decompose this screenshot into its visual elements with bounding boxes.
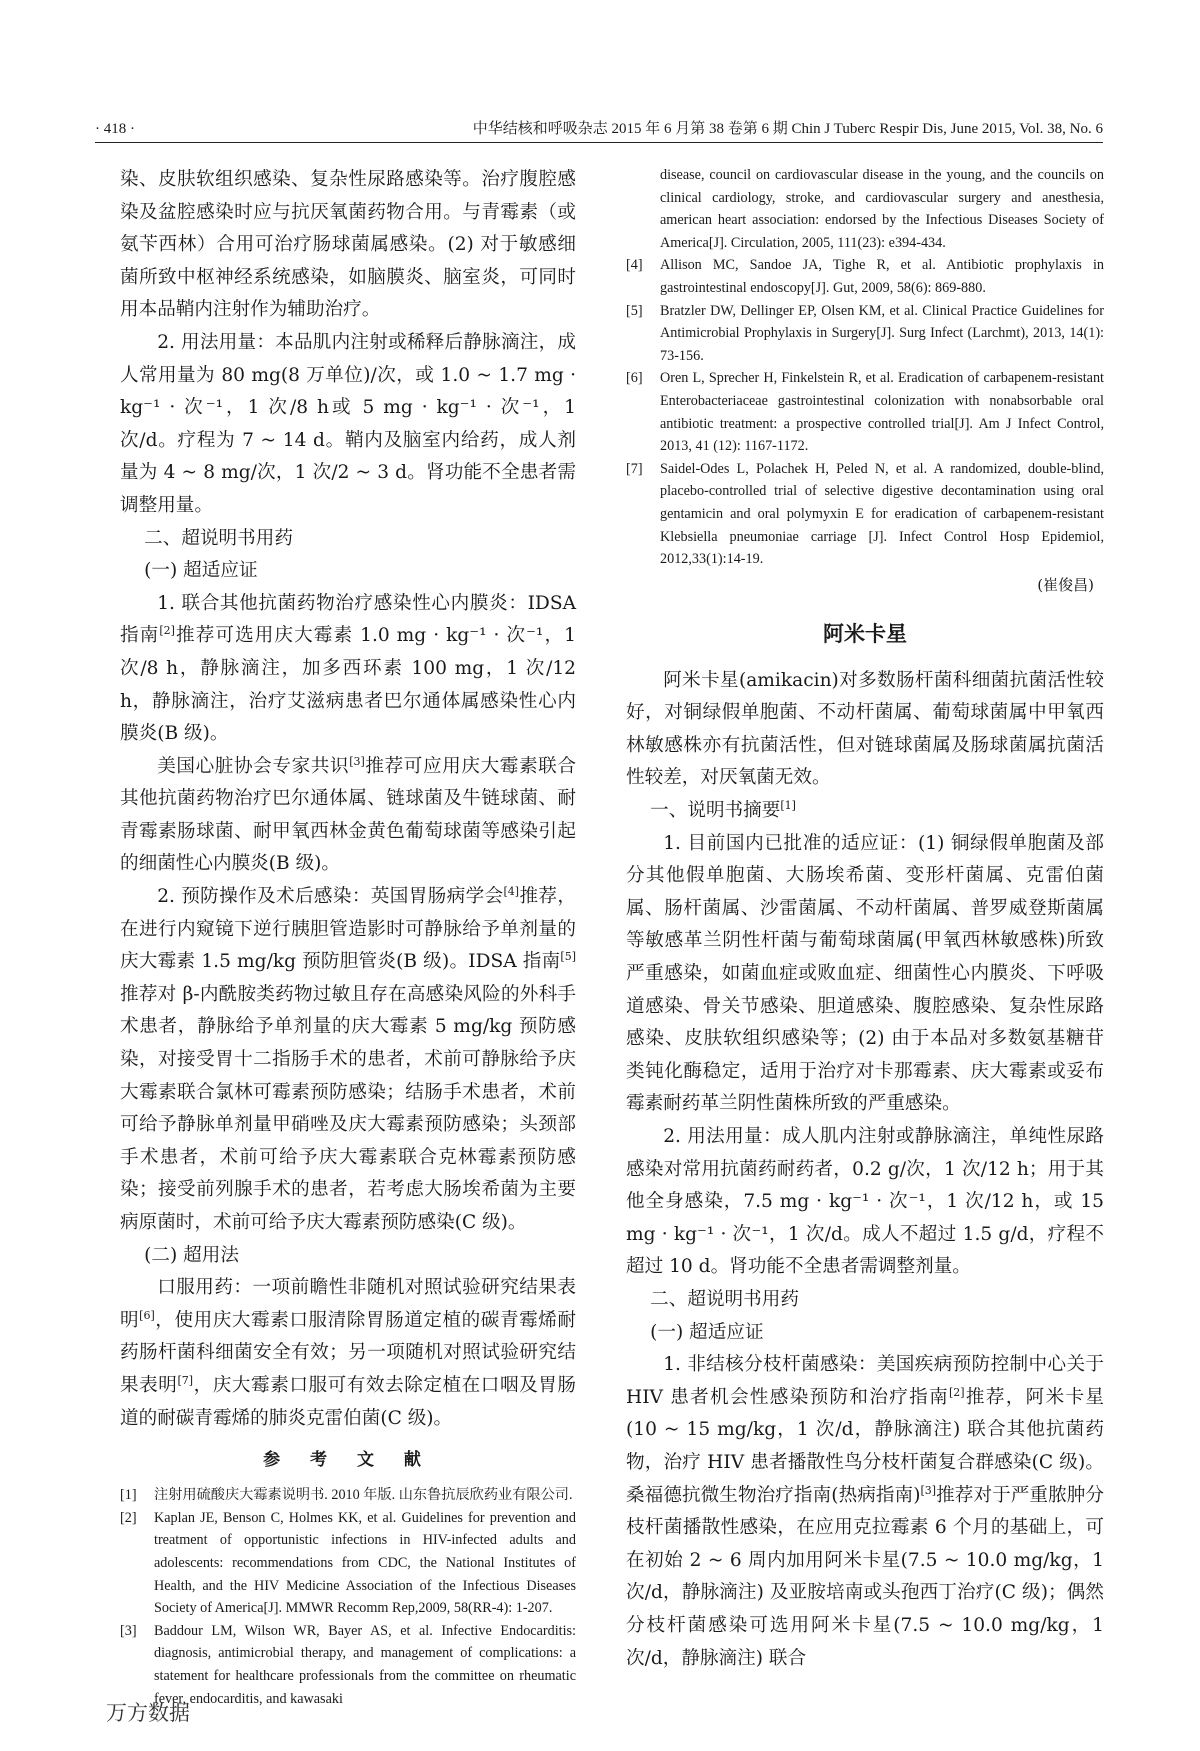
paragraph: [626, 1349, 1104, 1675]
citation-ref: [2]: [949, 1385, 965, 1399]
reference-text: Oren L, Sprecher H, Finkelstein R, et al. Eradication of carbapenem-resistant Enterobacteriaceae gastrointestinal colonization with nonabsorbable oral antibiotic treatment: a prospective controlled trial[J]. Am J Infect Control, 2013, 41 (12): 1167-1172.: [660, 370, 1104, 455]
paragraph: 1. 目前国内已批准的适应证：(1) 铜绿假单胞菌及部分其他假单胞菌、大肠埃希菌、变形杆菌属、克雷伯菌属、肠杆菌属、沙雷菌属、不动杆菌属、普罗威登斯菌属等敏感革兰阴性杆菌与葡萄球菌属(甲氧西林敏感株)所致严重感染，如菌血症或败血症、细菌性心内膜炎、下呼吸道感染、骨关节感染、胆道感染、腹腔感染、复杂性尿路感染、皮肤软组织感染等；(2) 由于本品对多数氨基糖苷类钝化酶稳定，适用于治疗对卡那霉素、庆大霉素或妥布霉素耐药革兰阴性菌株所致的严重感染。: [626, 832, 1104, 1115]
paragraph: 染、皮肤软组织感染、复杂性尿路感染等。治疗腹腔感染及盆腔感染时应与抗厌氧菌药物合用。与青霉素（或氨苄西林）合用可治疗肠球菌属感染。(2) 对于敏感细菌所致中枢神经系统感染，如脑膜炎、脑室炎，可同时用本品鞘内注射作为辅助治疗。: [120, 169, 576, 321]
paragraph: 2. 用法用量：成人肌内注射或静脉滴注，单纯性尿路感染对常用抗菌药耐药者，0.2 g/次，1 次/12 h；用于其他全身感染，7.5 mg · kg⁻¹ · 次⁻¹，1 次/12 h，或 15 mg · kg⁻¹ · 次⁻¹，1 次/d。成人不超过 1.5 g/d，疗程不超过 10 d。肾功能不全患者需调整剂量。: [626, 1126, 1104, 1278]
paragraph: [120, 881, 576, 1240]
reference-text: disease, council on cardiovascular disease in the young, and the councils on clinical cardiology, stroke, and cardiovascular surgery and anesthesia, american heart association: endorsed by the Infectious Diseases Society of America[J]. Circulation, 2005, 111(23): e394-434.: [660, 167, 1104, 251]
citation-ref: [1]: [780, 798, 796, 812]
text-run: 推荐，在进行内窥镜下逆行胰胆管造影时可静脉给予单剂量的庆大霉素 1.5 mg/kg 预防胆管炎(B 级)。IDSA 指南: [120, 886, 576, 973]
drug-section-title: 阿米卡星: [823, 621, 907, 646]
reference-number: [4]: [626, 257, 643, 274]
text-run: 1. 联合其他抗菌药物治疗感染性心内膜炎：IDSA 指南: [120, 592, 576, 647]
citation-ref: [2]: [159, 624, 175, 638]
database-watermark: 万方数据: [106, 1701, 190, 1725]
reference-item-continued: [626, 164, 1104, 254]
reference-number: [1]: [120, 1487, 137, 1504]
left-column: [120, 164, 576, 1710]
text-run: 推荐对 β-内酰胺类药物过敏且存在高感染风险的外科手术患者，静脉给予单剂量的庆大霉素 5 mg/kg 预防感染，对接受胃十二指肠手术的患者，术前可静脉给予庆大霉素联合氯林可霉素预防感染；结肠手术患者，术前可给予静脉单剂量甲硝唑及庆大霉素预防感染；头颈部手术患者，术前可给予庆大霉素联合克林霉素预防感染；接受前列腺手术的患者，若考虑大肠埃希菌为主要病原菌时，术前可给予庆大霉素预防感染(C 级)。: [120, 983, 576, 1233]
text-run: 2. 预防操作及术后感染：英国胃肠病学会: [157, 886, 504, 908]
citation-ref: [4]: [503, 884, 520, 898]
section-heading: [626, 795, 1104, 828]
right-column: [626, 164, 1104, 1675]
citation-ref: [6]: [139, 1308, 155, 1322]
journal-citation: 中华结核和呼吸杂志 2015 年 6 月第 38 卷第 6 期 Chin J Tuberc Respir Dis, June 2015, Vol. 38, No. 6: [472, 121, 1103, 137]
text-run: 1. 非结核分枝杆菌感染：美国疾病预防控制中心关于 HIV 患者机会性感染预防和治疗指南: [626, 1354, 1104, 1408]
author-signoff: (崔俊昌): [1037, 575, 1094, 594]
paragraph: [120, 588, 576, 751]
references-title: 参 考 文 献: [263, 1450, 433, 1471]
reference-number: [6]: [626, 370, 643, 387]
paragraph: 阿米卡星(amikacin)对多数肠杆菌科细菌抗菌活性较好，对铜绿假单胞菌、不动杆菌属、葡萄球菌属中甲氧西林敏感株亦有抗菌活性，但对链球菌属及肠球菌属抗菌活性较差，对厌氧菌无效。: [626, 669, 1104, 789]
reference-text: Bratzler DW, Dellinger EP, Olsen KM, et al. Clinical Practice Guidelines for Antimicrobial Prophylaxis in Surgery[J]. Surg Infect (Larchmt), 2013, 14(1): 73-156.: [660, 302, 1104, 364]
text-run: 推荐可选用庆大霉素 1.0 mg · kg⁻¹ · 次⁻¹，1 次/8 h，静脉滴注，加多西环素 100 mg，1 次/12 h，静脉滴注，治疗艾滋病患者巴尔通体属感染性心内膜炎(B 级)。: [120, 625, 576, 745]
reference-text: Allison MC, Sandoe JA, Tighe R, et al. Antibiotic prophylaxis in gastrointestinal endoscopy[J]. Gut, 2009, 58(6): 869-880.: [660, 257, 1104, 296]
text-run: ，庆大霉素口服可有效去除定植在口咽及胃肠道的耐碳青霉烯的肺炎克雷伯菌(C 级)。: [120, 1374, 576, 1429]
reference-number: [2]: [120, 1509, 137, 1526]
reference-number: [3]: [120, 1622, 137, 1639]
paragraph: [120, 1272, 576, 1435]
text-run: ，使用庆大霉素口服清除胃肠道定植的碳青霉烯耐药肠杆菌科细菌安全有效；另一项随机对照试验研究结果表明: [120, 1309, 576, 1396]
page-number: · 418 ·: [95, 121, 135, 137]
reference-text: Saidel-Odes L, Polachek H, Peled N, et al. A randomized, double-blind, placebo-controlled trial of selective digestive decontamination using oral gentamicin and oral polymyxin E for eradication of carbapenem-resistant Klebsiella pneumoniae carriage [J]. Infect Control Hosp Epidemiol, 2012,33(1):14-19.: [660, 460, 1104, 568]
text-run: 口服用药：一项前瞻性非随机对照试验研究结果表明: [120, 1277, 576, 1331]
reference-item: [626, 254, 1104, 299]
section-heading: 二、超说明书用药: [144, 527, 293, 549]
citation-ref: [3]: [920, 1483, 937, 1497]
reference-text: Kaplan JE, Benson C, Holmes KK, et al. Guidelines for prevention and treatment of opportunistic infections in HIV-infected adults and adolescents: recommendations from CDC, the National Institutes of Health, and the HIV Medicine Association of the Infectious Diseases Society of America[J]. MMWR Recomm Rep,2009, 58(RR-4): 1-207.: [154, 1509, 576, 1617]
paragraph: [120, 751, 576, 881]
reference-number: [5]: [626, 302, 643, 319]
reference-item: [626, 458, 1104, 571]
subsection-heading: (一) 超适应证: [650, 1321, 764, 1343]
text-run: 推荐可应用庆大霉素联合其他抗菌药物治疗巴尔通体属、链球菌及牛链球菌、耐青霉素肠球菌、耐甲氧西林金黄色葡萄球菌等感染引起的细菌性心内膜炎(B 级)。: [120, 755, 576, 875]
reference-item: [120, 1507, 576, 1620]
text-run: 推荐，阿米卡星 (10 ~ 15 mg/kg，1 次/d，静脉滴注) 联合其他抗菌药物，治疗 HIV 患者播散性鸟分枝杆菌复合群感染(C 级)。桑福德抗微生物治疗指南(热病指南): [626, 1386, 1104, 1506]
citation-ref: [3]: [349, 754, 365, 768]
citation-ref: [5]: [560, 950, 576, 964]
running-header: [95, 118, 1103, 143]
reference-text: 注射用硫酸庆大霉素说明书. 2010 年版. 山东鲁抗辰欣药业有限公司.: [154, 1487, 573, 1504]
text-run: 美国心脏协会专家共识: [157, 755, 350, 777]
citation-ref: [7]: [177, 1373, 194, 1387]
subsection-heading: (二) 超用法: [144, 1244, 239, 1266]
subsection-heading: (一) 超适应证: [144, 560, 258, 582]
reference-item: [120, 1484, 576, 1507]
text-run: 一、说明书摘要: [650, 800, 781, 822]
reference-text: Baddour LM, Wilson WR, Bayer AS, et al. Infective Endocarditis: diagnosis, antimicrobial therapy, and management of complications: a statement for healthcare professionals from the committee on rheumatic fever, endocarditis, and kawasaki: [154, 1622, 576, 1707]
reference-number: [7]: [626, 460, 643, 477]
section-heading: 二、超说明书用药: [650, 1288, 799, 1310]
text-run: 推荐对于严重脓肿分枝杆菌播散性感染，在应用克拉霉素 6 个月的基础上，可在初始 2 ~ 6 周内加用阿米卡星(7.5 ~ 10.0 mg/kg，1 次/d，静脉滴注) 及亚胺培南或头孢西丁治疗(C 级)；偶然分枝杆菌感染可选用阿米卡星(7.5 ~ 10.0 mg/kg，1 次/d，静脉滴注) 联合: [626, 1484, 1104, 1669]
reference-item: [626, 367, 1104, 457]
reference-item: [626, 300, 1104, 368]
paragraph: 2. 用法用量：本品肌内注射或稀释后静脉滴注，成人常用量为 80 mg(8 万单位)/次，或 1.0 ~ 1.7 mg · kg⁻¹ · 次⁻¹，1 次/8 h或 5 mg · kg⁻¹ · 次⁻¹，1 次/d。疗程为 7 ~ 14 d。鞘内及脑室内给药，成人剂量为 4 ~ 8 mg/次，1 次/2 ~ 3 d。肾功能不全患者需调整用量。: [120, 331, 576, 516]
